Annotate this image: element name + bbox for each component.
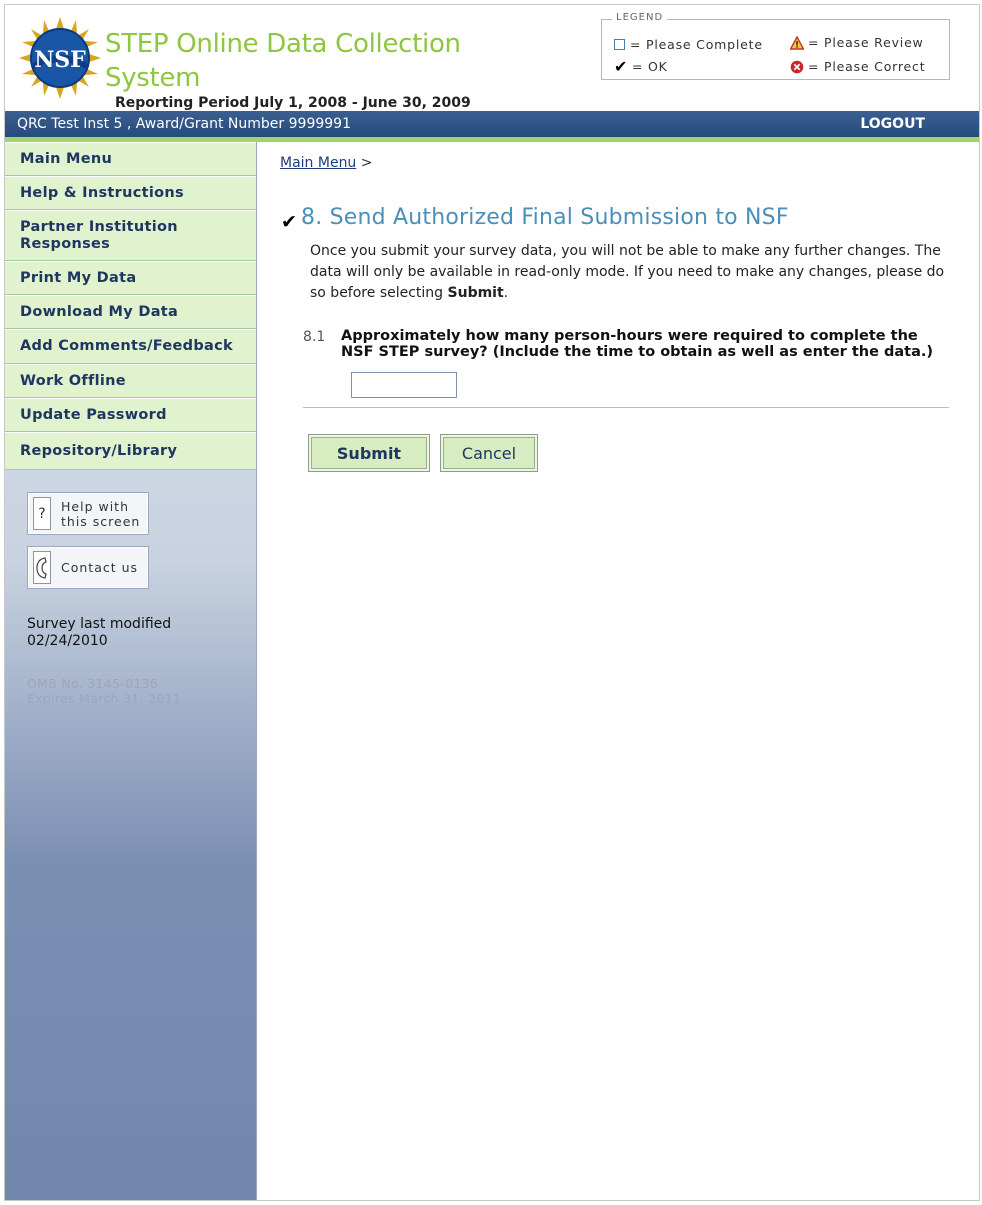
submit-button-label: Submit [311, 437, 427, 469]
omb-number: OMB No. 3145-0136 [27, 676, 159, 691]
cancel-button-label: Cancel [443, 437, 535, 469]
section-intro [310, 241, 950, 304]
breadcrumb-main-menu-link[interactable]: Main Menu [280, 155, 357, 171]
checkmark-icon: ✔ [614, 56, 629, 76]
empty-box-icon [614, 39, 625, 50]
omb-info [27, 676, 181, 706]
section-status-checkmark-icon: ✔ [281, 211, 297, 233]
legend-label: = Please Correct [808, 59, 926, 74]
help-button-line1: Help with [61, 498, 129, 514]
survey-modified-date: 02/24/2010 [27, 633, 108, 649]
legend-title: LEGEND [612, 12, 667, 23]
breadcrumb [280, 155, 373, 171]
legend-item-please-correct [790, 59, 925, 74]
person-hours-input[interactable] [351, 372, 457, 398]
legend-item-ok [614, 56, 668, 76]
intro-text-end: . [503, 285, 509, 301]
help-button-line2: this screen [61, 513, 141, 529]
question-mark-icon: ? [33, 497, 51, 530]
question-number: 8.1 [303, 329, 326, 345]
logo-text: NSF [34, 47, 86, 73]
sidebar-item-repository-library[interactable]: Repository/Library [5, 432, 256, 470]
sidebar [5, 142, 257, 1200]
survey-last-modified [27, 616, 171, 650]
sidebar-item-add-comments-feedback[interactable]: Add Comments/Feedback [5, 329, 256, 364]
reporting-period: Reporting Period July 1, 2008 - June 30, 2009 [115, 95, 471, 111]
app-title: STEP Online Data Collection System [105, 29, 461, 93]
question-text: Approximately how many person-hours were required to complete the NSF STEP survey? (Include the time to obtain as well as enter the data.) [341, 328, 934, 360]
submit-button[interactable] [308, 434, 430, 472]
legend-label: = Please Complete [630, 37, 763, 52]
sidebar-item-download-my-data[interactable]: Download My Data [5, 295, 256, 329]
breadcrumb-separator: > [360, 155, 373, 171]
intro-submit-emphasis: Submit [447, 285, 504, 301]
section-title: 8. Send Authorized Final Submission to NSF [301, 205, 789, 230]
page-frame [4, 4, 980, 1201]
sidebar-item-update-password[interactable]: Update Password [5, 398, 256, 432]
intro-text: Once you submit your survey data, you will not be able to make any further changes. The data will only be available in read-only mode. If you need to make any changes, please do so before selecting [310, 243, 945, 301]
contact-us-button[interactable] [27, 546, 149, 589]
help-with-screen-button[interactable] [27, 492, 149, 535]
legend-label: = Please Review [808, 35, 924, 50]
sidebar-item-help-instructions[interactable]: Help & Instructions [5, 176, 256, 210]
cancel-button[interactable] [440, 434, 538, 472]
phone-icon [33, 551, 51, 584]
sidebar-item-main-menu[interactable]: Main Menu [5, 142, 256, 176]
help-button-label [61, 499, 140, 529]
institution-info: QRC Test Inst 5 , Award/Grant Number 9999991 [17, 116, 351, 132]
nsf-logo [19, 17, 101, 99]
sidebar-item-work-offline[interactable]: Work Offline [5, 364, 256, 398]
header [5, 5, 979, 111]
contact-button-label: Contact us [61, 560, 139, 575]
legend [601, 12, 950, 80]
legend-item-please-complete [614, 37, 763, 52]
omb-expires: Expires March 31, 2011 [27, 691, 182, 706]
error-x-icon [790, 60, 804, 74]
warning-triangle-icon [790, 36, 804, 50]
divider [303, 407, 949, 408]
logout-link[interactable]: LOGOUT [860, 116, 925, 132]
legend-label: = OK [632, 59, 668, 74]
sidebar-item-partner-institution-responses[interactable]: Partner Institution Responses [5, 210, 256, 261]
legend-item-please-review [790, 35, 924, 50]
sidebar-item-print-my-data[interactable]: Print My Data [5, 261, 256, 295]
survey-modified-label: Survey last modified [27, 616, 172, 632]
